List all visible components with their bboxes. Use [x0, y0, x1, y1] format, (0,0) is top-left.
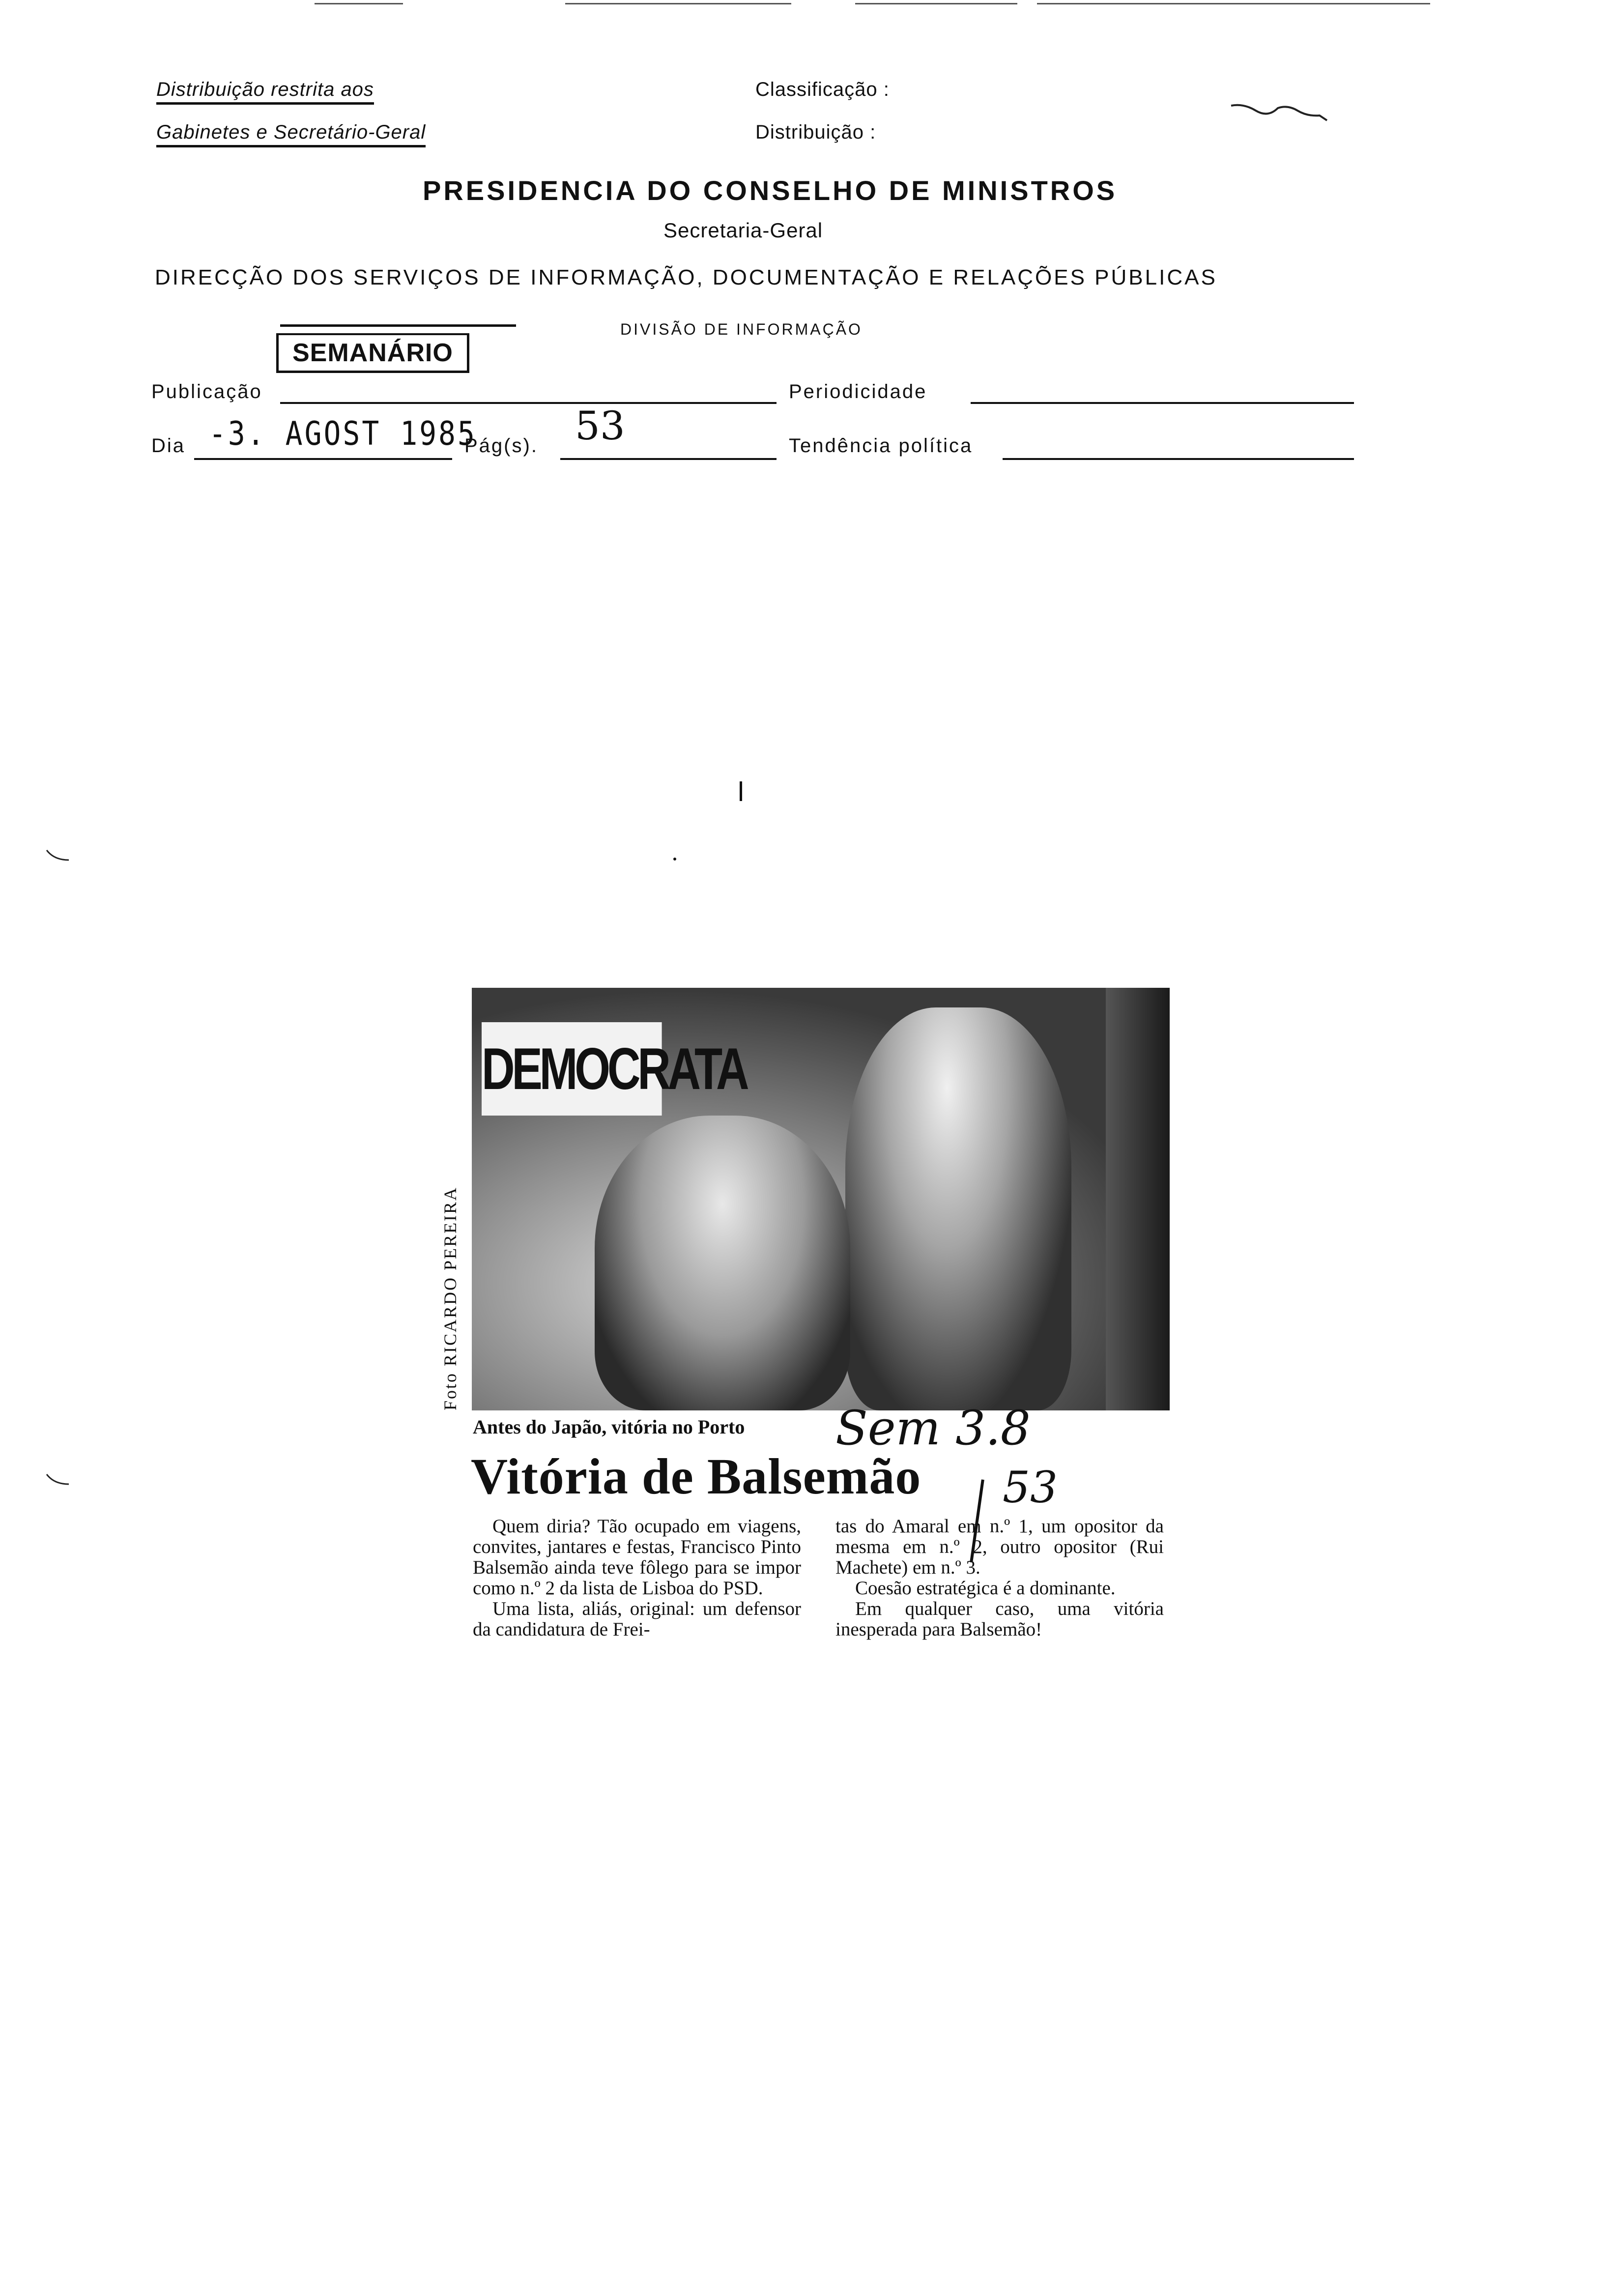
photo-caption: Antes do Japão, vitória no Porto — [473, 1416, 745, 1438]
tendencia-line — [1003, 458, 1354, 460]
scan-line — [855, 3, 1017, 4]
publicacao-label: Publicação — [151, 381, 262, 402]
news-photo — [472, 988, 1170, 1410]
stray-mark — [740, 781, 742, 801]
photo-person-right — [845, 1007, 1071, 1410]
handwritten-page: 53 — [1003, 1462, 1058, 1513]
pags-value: 53 — [575, 403, 625, 449]
publicacao-line — [280, 402, 777, 404]
periodicidade-line — [971, 402, 1354, 404]
article-paragraph: Coesão estratégica é a dominante. — [855, 1578, 1116, 1599]
scan-line — [315, 3, 403, 4]
photo-shadow — [1106, 988, 1170, 1410]
stray-mark — [673, 858, 676, 861]
photo-banner: DEMOCRATA — [482, 1022, 662, 1116]
article-headline: Vitória de Balsemão — [471, 1448, 921, 1505]
dia-line — [194, 458, 452, 460]
distribution-line-2: Gabinetes e Secretário-Geral — [156, 121, 426, 144]
article-column-2 — [835, 1516, 1164, 1640]
direccao-line: DIRECÇÃO DOS SERVIÇOS DE INFORMAÇÃO, DOCUMENTAÇÃO E RELAÇÕES PÚBLICAS — [155, 265, 1217, 289]
article-column-1 — [473, 1516, 801, 1640]
photo-credit: Foto RICARDO PEREIRA — [440, 1186, 460, 1410]
dia-value: -3. AGOST 1985 — [209, 414, 477, 453]
page-title: PRESIDENCIA DO CONSELHO DE MINISTROS — [423, 175, 1118, 206]
scan-line — [1037, 3, 1430, 4]
article-paragraph: Uma lista, aliás, original: um defensor da candidatura de Frei- — [473, 1598, 801, 1640]
article-paragraph: Quem diria? Tão ocupado em viagens, convites, jantares e festas, Francisco Pinto Balsemão ainda teve fôlego para se impor como n.º 2 da lista de Lisboa do PSD. — [473, 1516, 801, 1599]
pags-label: Pág(s). — [464, 435, 538, 457]
margin-mark — [44, 1469, 74, 1489]
tendencia-label: Tendência política — [789, 435, 973, 457]
page-subtitle: Secretaria-Geral — [663, 219, 823, 242]
margin-mark — [44, 845, 74, 865]
divisao-line: DIVISÃO DE INFORMAÇÃO — [620, 320, 863, 338]
scribble-mark — [1229, 96, 1332, 125]
dia-label: Dia — [151, 435, 186, 457]
stamp-top-rule — [280, 324, 516, 327]
distribuicao-label: Distribuição : — [755, 121, 876, 143]
handwritten-note: Sem 3.8 — [835, 1401, 1031, 1456]
scan-line — [565, 3, 791, 4]
classificacao-label: Classificação : — [755, 79, 890, 100]
periodicidade-label: Periodicidade — [789, 381, 927, 402]
article-paragraph: tas do Amaral em n.º 1, um opositor da mesma em n.º 2, outro opositor (Rui Machete) em n.º 3. — [835, 1516, 1164, 1578]
photo-person-left — [595, 1116, 850, 1410]
article-paragraph: Em qualquer caso, uma vitória inesperada para Balsemão! — [835, 1598, 1164, 1640]
distribution-line-1: Distribuição restrita aos — [156, 79, 374, 101]
publication-stamp: SEMANÁRIO — [276, 333, 469, 373]
pags-line — [560, 458, 777, 460]
